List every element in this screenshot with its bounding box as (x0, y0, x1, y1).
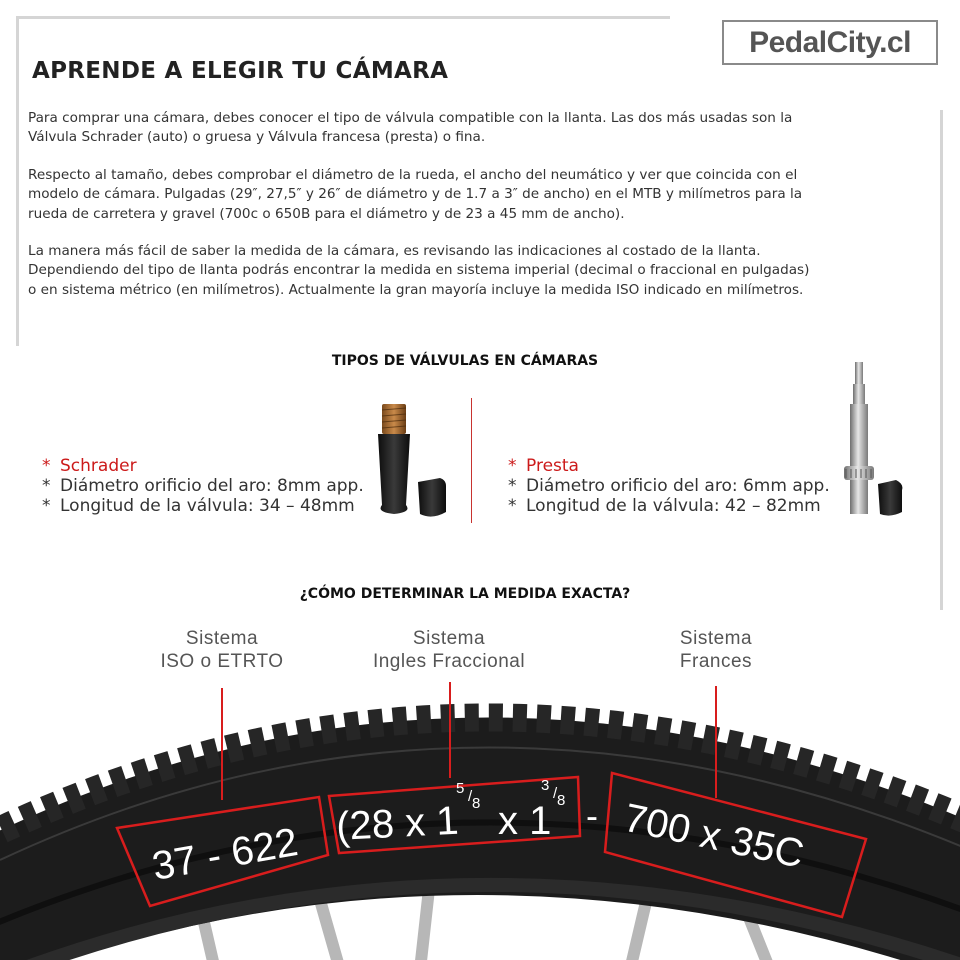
paragraph-line: rueda de carretera y gravel (700c o 650B para el diámetro y de 23 a 45 mm de ancho). (28, 205, 625, 222)
paragraph-line: o en sistema métrico (en milímetros). Actualmente la gran mayoría incluye la medida ISO indicado en milímetros. (28, 281, 804, 298)
paragraph-line: Respecto al tamaño, debes comprobar el diámetro de la rueda, el ancho del neumático y ver que coincida con el (28, 167, 798, 183)
paragraph-line: Dependiendo del tipo de llanta podrás encontrar la medida en sistema imperial (decimal o fraccional en pulgadas) (28, 262, 810, 279)
bullet-asterisk: * (508, 496, 517, 516)
bullet-asterisk: * (42, 476, 51, 496)
fraction-b-divider: / (553, 785, 558, 802)
bullet-asterisk: * (508, 476, 517, 496)
fraction-b-denominator: 8 (557, 792, 566, 809)
schrader-name: Schrader (60, 456, 137, 476)
schrader-hole: Diámetro orificio del aro: 8mm app. (60, 476, 364, 496)
bullet-asterisk: * (42, 496, 51, 516)
system-name: Ingles Fraccional (372, 651, 526, 672)
fraction-b-numerator: 3 (541, 777, 550, 794)
french-marking: 700 x 35C (620, 795, 808, 877)
page-title: APRENDE A ELEGIR TU CÁMARA (32, 58, 449, 84)
paragraph-line: Para comprar una cámara, debes conocer el tipo de válvula compatible con la llanta. Las dos más usadas son la (28, 110, 793, 126)
system-name: Frances (679, 651, 753, 672)
presta-length: Longitud de la válvula: 42 – 82mm (526, 496, 821, 516)
system-line: Sistema (412, 628, 486, 649)
system-line: Sistema (679, 628, 753, 649)
fraction-marking-mid: x 1 (498, 799, 552, 843)
paragraph-line: Válvula Schrader (auto) o gruesa y Válvula francesa (presta) o fina. (28, 129, 486, 146)
paragraph-line: La manera más fácil de saber la medida de la cámara, es revisando las indicaciones al costado de la llanta. (28, 243, 761, 259)
bullet-asterisk: * (42, 456, 51, 476)
fraction-a-denominator: 8 (472, 795, 481, 812)
fraction-marking-a: (28 x 1 (335, 798, 460, 849)
schrader-length: Longitud de la válvula: 34 – 48mm (60, 496, 355, 516)
system-line: Sistema (185, 628, 259, 649)
iso-marking: 37 - 622 (148, 820, 302, 889)
valve-types-title: TIPOS DE VÁLVULAS EN CÁMARAS (331, 353, 599, 369)
system-name: ISO o ETRTO (160, 651, 284, 672)
measure-title: ¿CÓMO DETERMINAR LA MEDIDA EXACTA? (299, 586, 631, 602)
fraction-a-numerator: 5 (456, 780, 465, 797)
marking-dash: - (586, 795, 598, 836)
bullet-asterisk: * (508, 456, 517, 476)
paragraph-line: modelo de cámara. Pulgadas (29″, 27,5″ y 26″ de diámetro y de 1.7 a 3″ de ancho) en el MTB y milímetros para la (28, 186, 803, 203)
presta-name: Presta (526, 456, 579, 476)
fraction-a-divider: / (468, 788, 473, 805)
presta-hole: Diámetro orificio del aro: 6mm app. (526, 476, 830, 496)
brand-logo[interactable]: PedalCity.cl (722, 20, 938, 65)
